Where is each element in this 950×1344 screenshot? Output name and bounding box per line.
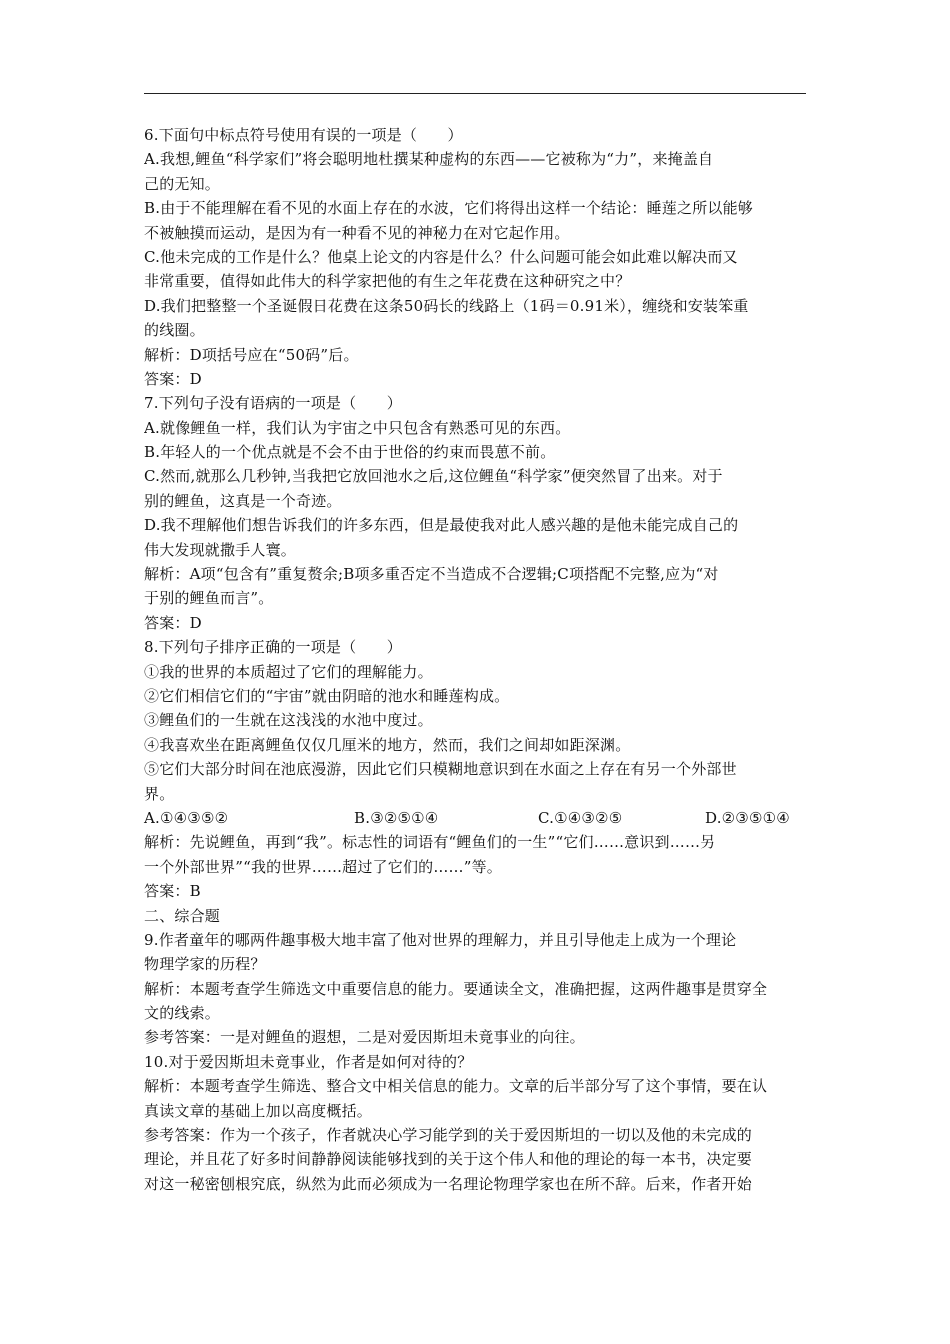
text-line: 一个外部世界”“我的世界……超过了它们的……”等。 <box>144 857 503 876</box>
answer-choices <box>144 806 808 830</box>
text-line: D.我们把整整一个圣诞假日花费在这条50码长的线路上（1码＝0.91米），缠绕和安装笨重 <box>144 296 749 315</box>
text-line: 非常重要，值得如此伟大的科学家把他的有生之年花费在这种研究之中？ <box>144 272 631 291</box>
text-line: 6.下面句中标点符号使用有误的一项是（ ） <box>144 126 463 144</box>
text-line: 解析：先说鲤鱼，再到“我”。标志性的词语有“鲤鱼们的一生”“它们……意识到……另 <box>144 833 716 852</box>
text-line: 9.作者童年的哪两件趣事极大地丰富了他对世界的理解力，并且引导他走上成为一个理论 <box>144 930 737 949</box>
text-line: 解析：D项括号应在“50码”后。 <box>144 345 359 364</box>
text-line: 于别的鲤鱼而言”。 <box>144 589 274 608</box>
text-line: B.年轻人的一个优点就是不会不由于世俗的约束而畏葸不前。 <box>144 443 556 462</box>
text-line: 真读文章的基础上加以高度概括。 <box>144 1101 373 1120</box>
text-line: 的线圈。 <box>144 321 205 340</box>
text-line: 己的无知。 <box>144 174 221 193</box>
text-line: 答案：B <box>144 882 201 901</box>
choice-c: C.①④③②⑤ <box>538 808 623 827</box>
document-body <box>144 123 808 1196</box>
text-line: 参考答案：作为一个孩子，作者就决心学习能学到的关于爱因斯坦的一切以及他的未完成的 <box>144 1126 753 1145</box>
text-line: 别的鲤鱼，这真是一个奇迹。 <box>144 491 342 510</box>
text-line: 物理学家的历程？ <box>144 955 266 974</box>
text-line: 不被触摸而运动，是因为有一种看不见的神秘力在对它起作用。 <box>144 223 570 242</box>
text-line: ⑤它们大部分时间在池底漫游，因此它们只模糊地意识到在水面之上存在有另一个外部世 <box>144 760 737 779</box>
text-line: B.由于不能理解在看不见的水面上存在的水波，它们将得出这样一个结论：睡莲之所以能够 <box>144 199 753 218</box>
text-line: ④我喜欢坐在距离鲤鱼仅仅几厘米的地方，然而，我们之间却如距深渊。 <box>144 735 631 754</box>
choice-a: A.①④③⑤② <box>144 808 229 827</box>
text-line: 解析：A项“包含有”重复赘余;B项多重否定不当造成不合逻辑;C项搭配不完整,应为“对 <box>144 565 719 584</box>
text-line: 答案：D <box>144 369 202 388</box>
text-line: ①我的世界的本质超过了它们的理解能力。 <box>144 662 433 681</box>
text-line: 参考答案：一是对鲤鱼的遐想，二是对爱因斯坦未竟事业的向往。 <box>144 1028 585 1047</box>
choice-d: D.②③⑤①④ <box>705 808 790 827</box>
section-heading: 二、综合题 <box>144 906 221 925</box>
text-line: C.然而,就那么几秒钟,当我把它放回池水之后,这位鲤鱼“科学家”便突然冒了出来。对于 <box>144 467 723 486</box>
text-line: 伟大发现就撒手人寰。 <box>144 540 297 559</box>
text-line: 7.下列句子没有语病的一项是（ ） <box>144 394 402 413</box>
text-line: ③鲤鱼们的一生就在这浅浅的水池中度过。 <box>144 711 433 730</box>
text-line: 解析：本题考查学生筛选文中重要信息的能力。要通读全文，准确把握，这两件趣事是贯穿全 <box>144 979 768 998</box>
text-line: 对这一秘密刨根究底，纵然为此而必须成为一名理论物理学家也在所不辞。后来，作者开始 <box>144 1174 753 1193</box>
text-line: 解析：本题考查学生筛选、整合文中相关信息的能力。文章的后半部分写了这个事情，要在认 <box>144 1077 768 1096</box>
text-line: 文的线索。 <box>144 1004 221 1023</box>
text-line: 答案：D <box>144 613 202 632</box>
text-line: ②它们相信它们的“宇宙”就由阴暗的池水和睡莲构成。 <box>144 686 510 705</box>
text-line: 8.下列句子排序正确的一项是（ ） <box>144 638 402 657</box>
text-line: 界。 <box>144 784 175 803</box>
header-rule <box>144 93 806 94</box>
text-line: 理论，并且花了好多时间静静阅读能够找到的关于这个伟人和他的理论的每一本书，决定要 <box>144 1150 753 1169</box>
text-line: A.就像鲤鱼一样，我们认为宇宙之中只包含有熟悉可见的东西。 <box>144 418 571 437</box>
text-line: C.他未完成的工作是什么？他桌上论文的内容是什么？什么问题可能会如此难以解决而又 <box>144 247 738 266</box>
text-line: 10.对于爱因斯坦未竟事业，作者是如何对待的？ <box>144 1052 473 1071</box>
text-line: D.我不理解他们想告诉我们的许多东西，但是最使我对此人感兴趣的是他未能完成自己的 <box>144 516 739 535</box>
choice-b: B.③②⑤①④ <box>354 808 439 827</box>
text-line: A.我想,鲤鱼“科学家们”将会聪明地杜撰某种虚构的东西——它被称为“力”，来掩盖自 <box>144 150 714 169</box>
